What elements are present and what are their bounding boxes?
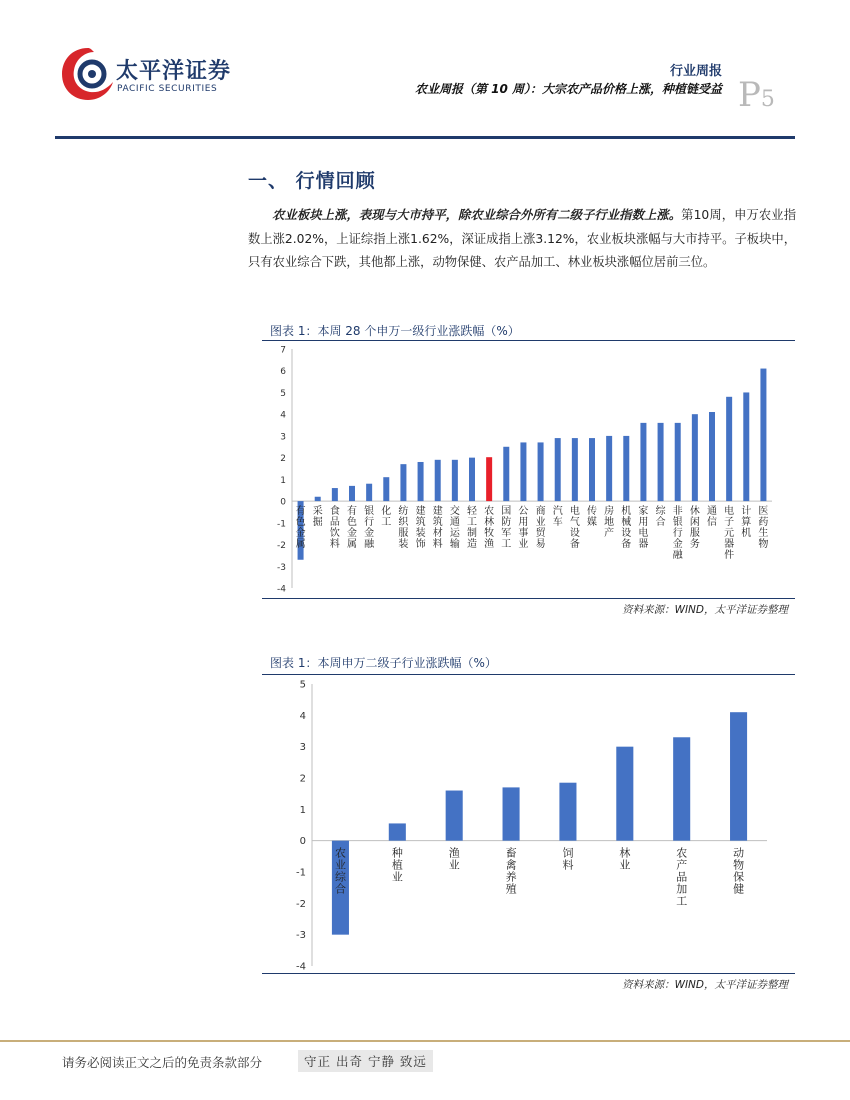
company-logo [60,44,280,114]
y-tick-label: 1 [299,804,306,816]
category-label: 电子元器件 [724,506,735,562]
y-tick-label: -4 [296,961,306,972]
bar [730,712,747,840]
category-label: 计算机 [741,506,752,540]
category-label: 交通运输 [449,506,460,551]
category-label: 非银行金融 [672,506,683,562]
bar [555,438,561,501]
industry-bar-chart [262,342,795,597]
bar [640,423,646,501]
category-label: 公用事业 [518,506,529,551]
y-tick-label: 1 [280,475,286,486]
section-heading: 一、 行情回顾 [248,170,376,192]
y-tick-label: 2 [299,773,306,785]
bar [400,464,406,501]
bar [623,436,629,501]
paragraph-lead: 农业板块上涨，表现与大市持平，除农业综合外所有二级子行业指数上涨。 [272,208,682,222]
bar [486,457,492,501]
bar [366,484,372,501]
bar [572,438,578,501]
y-tick-label: 3 [299,742,306,754]
bar [446,791,463,841]
figure-1-source: 资料来源：WIND，太平洋证券整理 [622,604,788,616]
category-label: 畜禽养殖 [505,846,517,896]
y-tick-label: -4 [277,584,286,595]
category-label: 化工 [381,506,392,529]
category-label: 国防军工 [501,506,512,551]
category-label: 家用电器 [638,506,649,551]
bar [709,412,715,501]
category-label: 建筑材料 [432,506,443,551]
category-label: 传媒 [587,506,597,529]
y-tick-label: -2 [277,541,286,552]
bar [383,477,389,501]
subindustry-bar-chart [262,676,795,972]
y-tick-label: 0 [280,497,286,508]
page-digit: 5 [760,87,775,112]
bar [692,414,698,501]
page-prefix: P [738,75,761,115]
category-label: 银行金融 [364,506,375,551]
bar [418,462,424,501]
figure-1-title: 图表 1：本周 28 个申万一级行业涨跌幅（%） [270,324,520,338]
footer-disclaimer: 请务必阅读正文之后的免责条款部分 [62,1055,263,1070]
y-tick-label: 7 [280,345,286,356]
category-label: 食品饮料 [329,506,340,551]
y-tick-label: 4 [299,710,306,722]
figure-2-top-rule [262,674,795,675]
category-label: 综合 [655,506,666,529]
category-label: 建筑装饰 [415,506,426,551]
logo-english-name: PACIFIC SECURITIES [117,84,218,94]
bar [315,497,321,501]
category-label: 医药生物 [758,506,769,551]
y-tick-label: 3 [280,432,286,443]
y-tick-label: -3 [277,562,286,573]
category-label: 农产品加工 [676,846,688,908]
bar [743,392,749,501]
figure-2-source: 资料来源：WIND，太平洋证券整理 [622,979,788,991]
category-label: 休闲服务 [689,506,700,551]
bar [658,423,664,501]
figure-2-bottom-rule [262,973,795,974]
bar [616,747,633,841]
bar [503,787,520,840]
y-tick-label: -1 [277,519,286,530]
category-label: 农业综合 [334,846,346,896]
category-label: 有色金属 [347,506,357,551]
category-label: 饲料 [562,846,574,872]
category-label: 轻工制造 [467,506,477,551]
paragraph-body: 第10周，申万农业指数上涨2.02%，上证综指上涨1.62%，深证成指上涨3.12%，农业板块涨幅与大市持平。子板块中，只有农业综合下跌，其他都上涨，动物保健、农产品加工、林业板块涨幅位居前三位。 [248,208,796,269]
category-label: 渔业 [448,846,460,872]
category-label: 林业 [619,846,631,872]
bar [760,369,766,502]
page-number [738,75,775,117]
category-label: 房地产 [604,506,615,540]
bar [349,486,355,501]
bar [520,442,526,501]
y-tick-label: 5 [299,679,306,691]
category-label: 采掘 [312,506,323,529]
y-tick-label: 4 [280,410,286,421]
y-tick-label: -2 [296,898,306,910]
y-tick-label: -3 [296,930,306,942]
category-label: 通信 [707,506,717,529]
header-divider [55,136,795,139]
report-type: 行业周报 [669,64,722,79]
bar [726,397,732,501]
figure-1-top-rule [262,340,795,341]
footer-motto: 守正 出奇 宁静 致远 [298,1050,433,1072]
bar [589,438,595,501]
bar [469,458,475,501]
bar [538,442,544,501]
category-label: 机械设备 [621,506,632,551]
company-logo-icon [60,44,116,104]
y-tick-label: 0 [299,836,306,848]
figure-2-title: 图表 1：本周申万二级子行业涨跌幅（%） [270,656,497,670]
category-label: 有色金属 [295,506,306,551]
bar [675,423,681,501]
bar [435,460,441,501]
category-label: 商业贸易 [535,506,546,551]
bar [503,447,509,501]
category-label: 动物保健 [733,846,745,896]
category-label: 电气设备 [569,506,580,551]
bar [606,436,612,501]
bar [673,737,690,840]
category-label: 汽车 [552,506,563,529]
category-label: 种植业 [391,846,403,884]
y-tick-label: -1 [296,867,306,879]
footer-divider [0,1040,850,1042]
bar [452,460,458,501]
category-label: 纺织服装 [398,506,409,551]
bar [389,823,406,840]
category-label: 农林牧渔 [484,506,495,551]
figure-1-bottom-rule [262,598,795,599]
y-tick-label: 6 [280,367,286,378]
section-paragraph [248,204,796,275]
y-tick-label: 2 [280,454,286,465]
y-tick-label: 5 [280,388,286,399]
bar [559,783,576,841]
report-title: 农业周报（第 10 周）：大宗农产品价格上涨，种植链受益 [414,82,722,96]
bar [332,488,338,501]
logo-chinese-name: 太平洋证券 [116,59,232,84]
